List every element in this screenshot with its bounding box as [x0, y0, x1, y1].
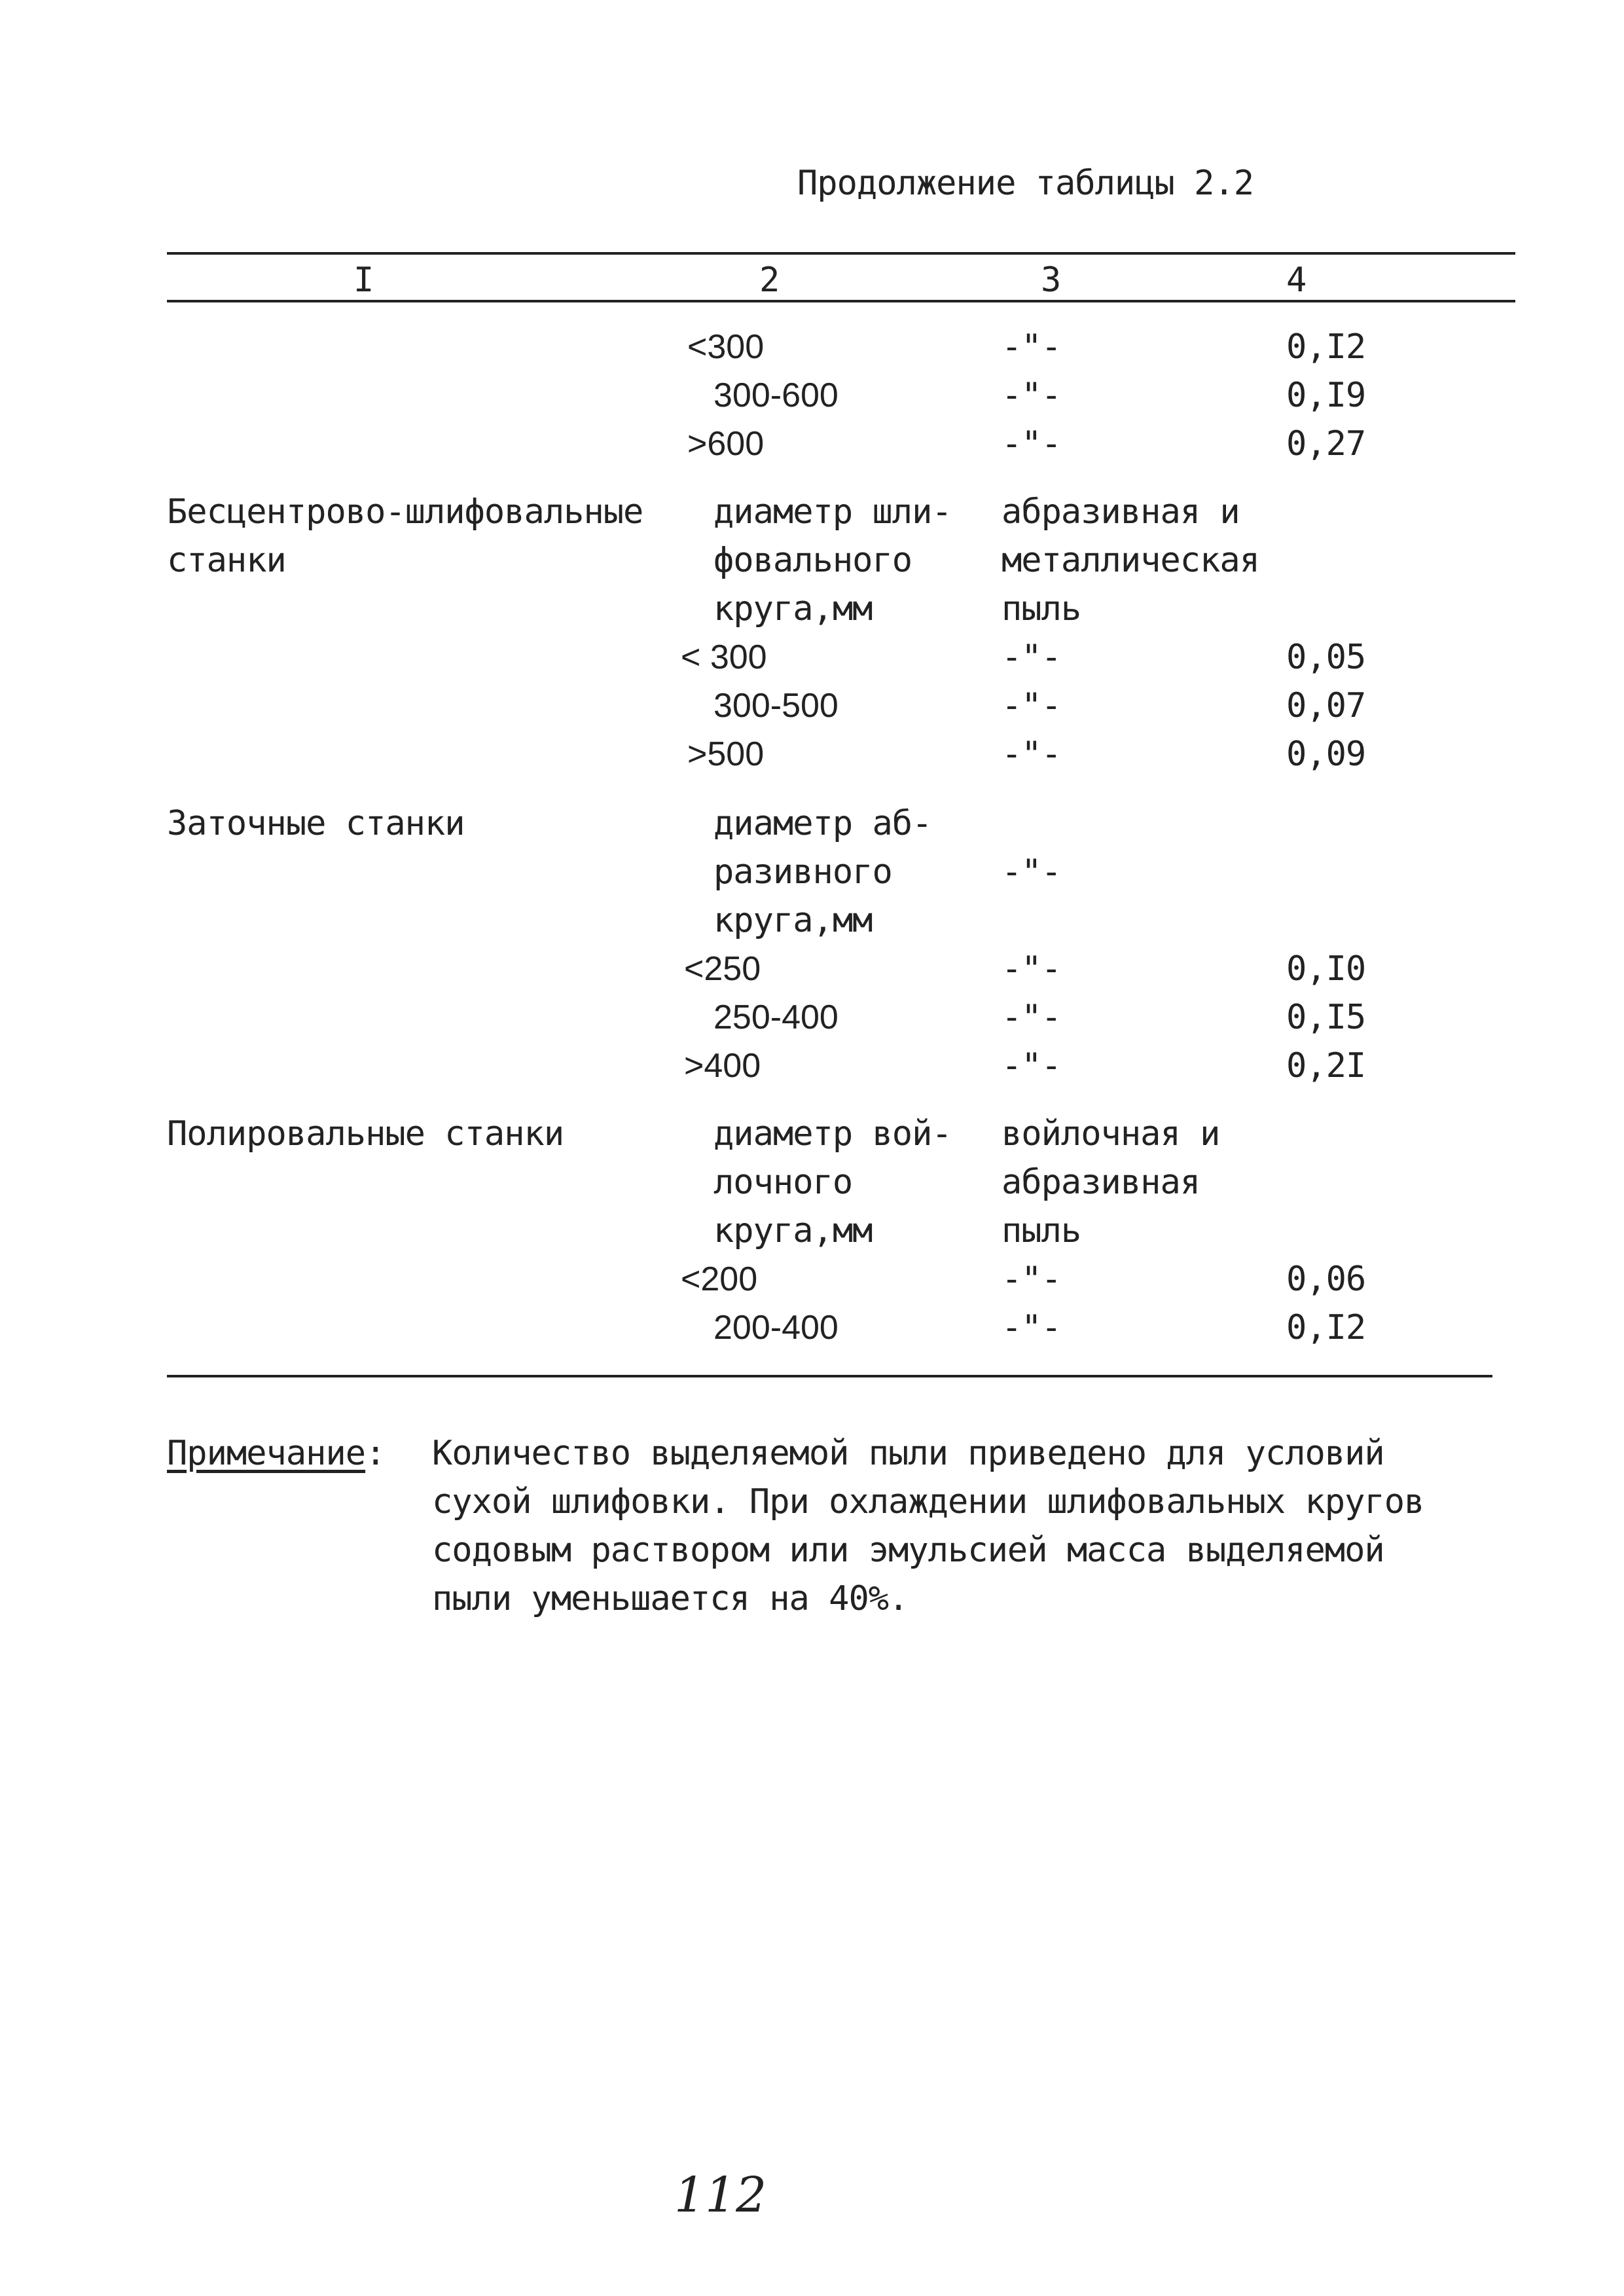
param-desc: круга,мм [713, 589, 873, 629]
header-bottom-rule [167, 300, 1515, 302]
table-cell-value: 0,I5 [1286, 998, 1366, 1037]
table-cell-ditto: -"- [1001, 686, 1061, 725]
table-cell-ditto: -"- [1001, 949, 1061, 989]
table-cell-param: >600 [687, 425, 765, 463]
table-cell-param: < 300 [681, 638, 767, 676]
table-cell-param: <250 [684, 950, 761, 988]
col-header-3: 3 [1041, 261, 1061, 300]
machine-name-cont: станки [167, 541, 286, 580]
dust-type: абразивная [1001, 1163, 1200, 1202]
dust-type: пыль [1001, 589, 1081, 629]
table-cell-ditto: -"- [1001, 1260, 1061, 1299]
table-cell-ditto: -"- [1001, 735, 1061, 774]
table-cell-param: 250-400 [713, 998, 839, 1036]
table-cell-ditto: -"- [1001, 327, 1061, 367]
note-label: Примечание [167, 1434, 366, 1473]
dust-type: металлическая [1001, 541, 1259, 580]
machine-name: Заточные станки [167, 804, 465, 843]
dust-type: пыль [1001, 1211, 1081, 1250]
table-cell-value: 0,I2 [1286, 327, 1366, 367]
table-cell-ditto: -"- [1001, 424, 1061, 464]
table-cell-param: <200 [681, 1260, 758, 1298]
col-header-4: 4 [1286, 261, 1307, 300]
table-cell-value: 0,I0 [1286, 949, 1366, 989]
dust-type: войлочная и [1001, 1114, 1220, 1154]
table-cell-param: <300 [687, 328, 765, 366]
table-cell-value: 0,2I [1286, 1046, 1366, 1085]
table-bottom-rule [167, 1375, 1492, 1377]
param-desc: круга,мм [713, 901, 873, 940]
table-cell-param: 300-500 [713, 687, 839, 725]
param-desc: лочного [713, 1163, 853, 1202]
table-cell-ditto: -"- [1001, 1046, 1061, 1085]
table-cell-ditto: -"- [1001, 376, 1061, 415]
note-label-wrap [167, 1434, 385, 1473]
table-top-rule [167, 252, 1515, 255]
table-cell-param: >400 [684, 1047, 761, 1085]
table-cell-value: 0,I2 [1286, 1308, 1366, 1347]
table-cell-param: >500 [687, 735, 765, 773]
table-cell-value: 0,07 [1286, 686, 1366, 725]
param-desc: диаметр аб- [713, 804, 932, 843]
machine-name: Полировальные станки [167, 1114, 564, 1154]
table-cell-ditto: -"- [1001, 638, 1061, 677]
dust-type: абразивная и [1001, 492, 1240, 532]
param-desc: разивного [713, 852, 892, 892]
table-cell-value: 0,05 [1286, 638, 1366, 677]
table-cell-value: 0,06 [1286, 1260, 1366, 1299]
param-desc: круга,мм [713, 1211, 873, 1250]
page-number: 112 [674, 2167, 767, 2223]
table-cell-value: 0,09 [1286, 735, 1366, 774]
table-cell-value: 0,I9 [1286, 376, 1366, 415]
note-line-3: содовым раствором или эмульсией масса выделяемой [432, 1531, 1384, 1570]
param-desc: диаметр вой- [713, 1114, 952, 1154]
table-cell-ditto: -"- [1001, 1308, 1061, 1347]
param-desc: фовального [713, 541, 912, 580]
note-line-1: Количество выделяемой пыли приведено для условий [432, 1434, 1384, 1473]
table-caption: Продолжение таблицы 2.2 [797, 164, 1254, 203]
param-desc: диаметр шли- [713, 492, 952, 532]
table-cell-value: 0,27 [1286, 424, 1366, 464]
col-header-1: I [353, 261, 374, 300]
dust-type: -"- [1001, 852, 1061, 892]
note-colon: : [365, 1434, 386, 1473]
table-cell-param: 200-400 [713, 1309, 839, 1347]
machine-name: Бесцентрово-шлифовальные [167, 492, 643, 532]
col-header-2: 2 [759, 261, 780, 300]
note-line-4: пыли уменьшается на 40%. [432, 1579, 909, 1618]
table-cell-ditto: -"- [1001, 998, 1061, 1037]
note-line-2: сухой шлифовки. При охлаждении шлифовальных кругов [432, 1482, 1424, 1522]
table-cell-param: 300-600 [713, 376, 839, 414]
